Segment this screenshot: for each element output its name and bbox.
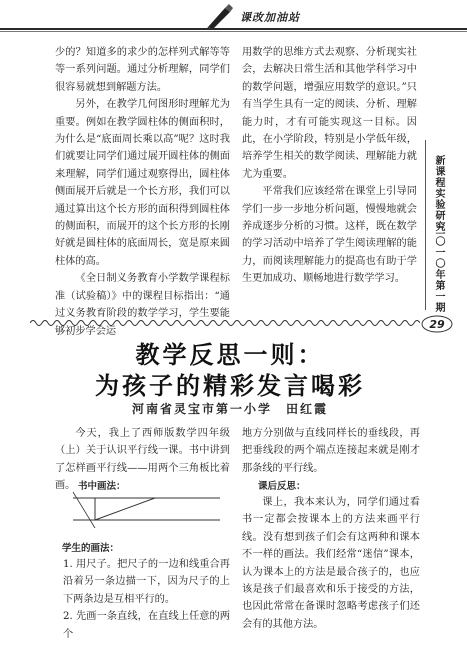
paragraph: 平常我们应该经常在课堂上引导同学们一步一步地分析问题，慢慢地就会养成逐步分析的习惯。这样，既在数学的学习活动中培养了学生阅读理解的能力，而阅读理解能力的提高也有助于学生更加成功、顺畅地进行数学学习。 bbox=[242, 186, 417, 285]
header-rule-thin bbox=[0, 31, 467, 32]
paragraph: 少的？知道多的求少的怎样列式解等等等一系列问题。通过分析理解，同学们很容易就想到解题方法。 bbox=[55, 47, 230, 93]
page-number: 29 bbox=[429, 318, 445, 331]
reflection-text bbox=[242, 494, 420, 633]
list-item: 2. 先画一条直线，在直线上任意的两个 bbox=[63, 611, 230, 640]
paragraph: 另外，在教学几何图形时理解尤为重要。例如在教学圆柱体的侧面积时，为什么是“底面周长乘以高”呢？这时我们就要让同学们通过展开圆柱体的侧面来理解，同学们通过观察得出，圆柱体侧面展开后就是一个长方形，我们可以通过算出这个长方形的面积得到圆柱体的侧面积，而展开的这个长方形的长刚好就是圆柱体的底面周长，宽是原来圆柱体的高。 bbox=[55, 99, 230, 267]
student-methods-list bbox=[55, 556, 230, 643]
reflection-heading: 课后反思： bbox=[258, 481, 306, 492]
issue-date: 二〇一〇年第一期 bbox=[433, 225, 444, 313]
author-byline: 河南省灵宝市第一小学 田红霞 bbox=[131, 402, 328, 416]
paragraph: 地方分别做与直线同样长的垂线段，再把垂线段的两个端点连接起来就是刚才那条线的平行线。 bbox=[242, 428, 420, 474]
top-right-column bbox=[242, 44, 417, 288]
paragraph: 课上，我本来认为，同学们通过看书一定都会按课本上的方法来画平行线。没有想到孩子们会有这两种和课本不一样的画法。我们经常“迷信”课本，认为课本上的方法是最合孩子的，也应该是孩子们最喜欢和乐于接受的方法，也因此常常在备课时忽略考虑孩子们还会有的其他方法。 bbox=[242, 497, 420, 630]
pen-icon bbox=[205, 2, 235, 30]
list-item: 1. 用尺子。把尺子的一边和线重合再沿着另一条边描一下，因为尺子的上下两条边是互相平行的。 bbox=[63, 559, 230, 605]
top-left-column bbox=[55, 44, 230, 340]
section-divider bbox=[30, 318, 420, 328]
student-method-heading: 学生的画法： bbox=[62, 543, 120, 554]
header-rule bbox=[0, 28, 467, 30]
sidebar-rule bbox=[425, 140, 426, 310]
paragraph: 《全日制义务教育小学数学课程标准（试验稿）》中的课程目标指出：“通过义务教育阶段的数学学习，学生要能够初步学会运 bbox=[55, 273, 230, 337]
section-label: 课改加油站 bbox=[240, 11, 300, 24]
parallel-line-diagram bbox=[65, 490, 225, 530]
article-title-line2: 为孩子的精彩发言喝彩 bbox=[95, 372, 365, 400]
paragraph: 今天，我上了西师版数学四年级（上）关于认识平行线一课。书中讲到了怎样画平行线——用两个三角板比着画。 bbox=[55, 428, 230, 492]
article-title-line1: 教学反思一则： bbox=[135, 341, 325, 369]
journal-title: 新课程实验研究 bbox=[433, 155, 444, 232]
article-right-column bbox=[242, 425, 420, 477]
book-method-heading: 书中画法： bbox=[78, 481, 126, 492]
paragraph: 用数学的思维方式去观察、分析现实社会，去解决日常生活和其他学科学习中的数学问题，增强应用数学的意识。”只有当学生具有一定的阅读、分析、理解能力时，才有可能实现这一目标。因此，在小学阶段，特别是小学低年级，培养学生相关的数学阅读、理解能力就尤为重要。 bbox=[242, 47, 417, 180]
